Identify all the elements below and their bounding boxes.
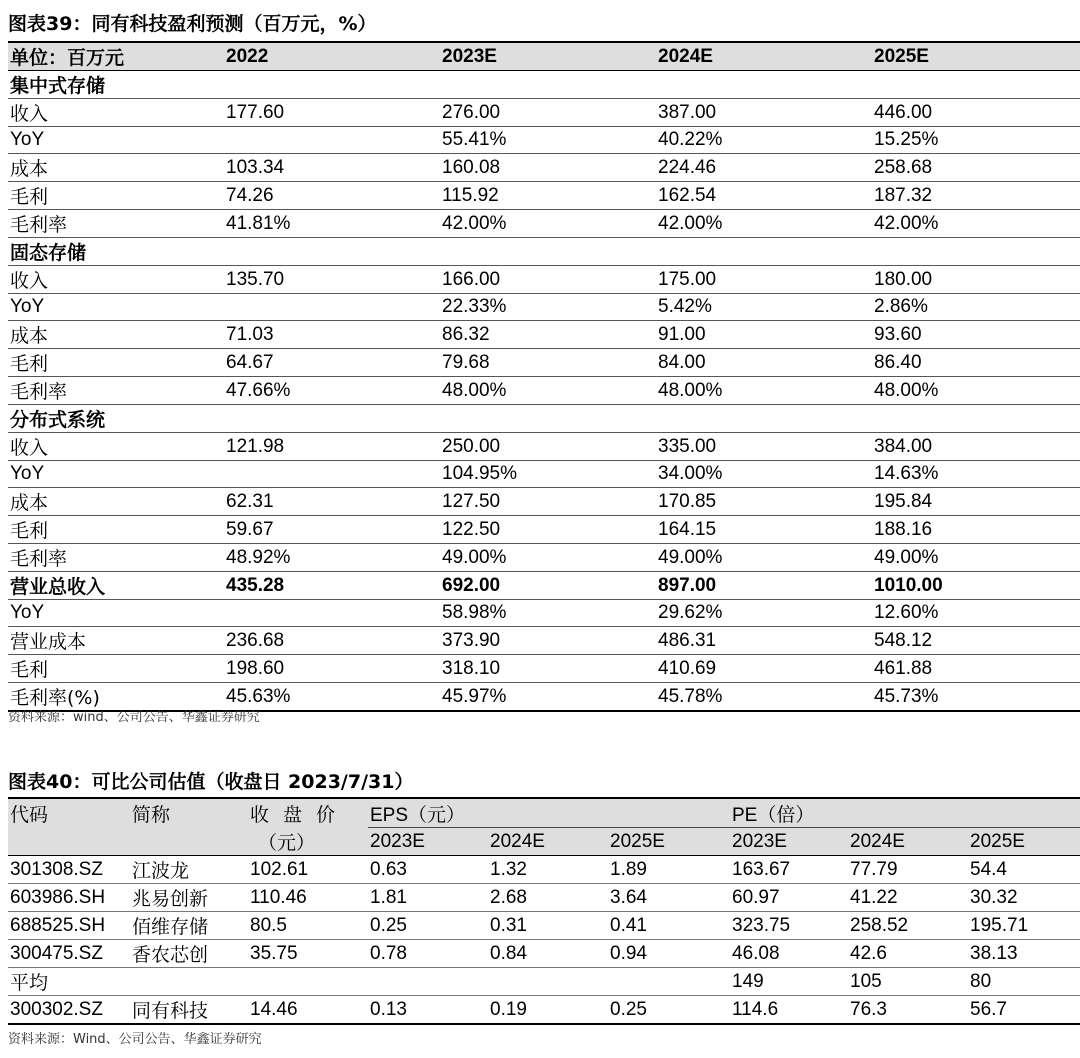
value-cell	[368, 968, 488, 996]
value-cell: 103.34	[224, 154, 440, 182]
row-label: 集中式存储	[8, 71, 224, 99]
table-row	[8, 600, 1080, 627]
row-label: 成本	[8, 488, 224, 516]
value-cell: 323.75	[730, 912, 848, 940]
value-cell	[656, 238, 872, 266]
table-row	[8, 349, 1080, 377]
table-row	[8, 99, 1080, 127]
value-cell: 177.60	[224, 99, 440, 127]
table-row	[8, 127, 1080, 154]
col-code-header-blank	[8, 828, 130, 856]
year-header: 2022	[224, 43, 440, 71]
value-cell: 55.41%	[440, 127, 656, 154]
row-label: 收入	[8, 433, 224, 461]
table-row	[8, 572, 1080, 600]
table2-source: 资料来源：Wind、公司公告、华鑫证券研究	[8, 1032, 262, 1047]
value-cell: 105	[848, 968, 968, 996]
value-cell: 163.67	[730, 856, 848, 884]
value-cell: 166.00	[440, 266, 656, 294]
table1-title: 图表39：同有科技盈利预测（百万元，%）	[8, 13, 377, 35]
value-cell: 14.46	[248, 996, 368, 1025]
value-cell: 86.40	[872, 349, 1080, 377]
value-cell: 149	[730, 968, 848, 996]
value-cell: 0.31	[488, 912, 608, 940]
value-cell: 64.67	[224, 349, 440, 377]
value-cell: 121.98	[224, 433, 440, 461]
value-cell: 2.86%	[872, 294, 1080, 321]
row-label: 毛利	[8, 655, 224, 683]
value-cell: 198.60	[224, 655, 440, 683]
value-cell: 77.79	[848, 856, 968, 884]
value-cell: 127.50	[440, 488, 656, 516]
table-row	[8, 940, 1080, 968]
table-row	[8, 516, 1080, 544]
value-cell: 48.00%	[872, 377, 1080, 405]
value-cell: 692.00	[440, 572, 656, 600]
col-eps-header: EPS（元）	[368, 799, 730, 828]
eps-year-2025: 2025E	[608, 828, 730, 856]
table-row	[8, 461, 1080, 488]
value-cell	[440, 238, 656, 266]
table-row	[8, 154, 1080, 182]
row-label: 毛利	[8, 349, 224, 377]
year-header: 2023E	[440, 43, 656, 71]
value-cell: 79.68	[440, 349, 656, 377]
row-label: 毛利	[8, 516, 224, 544]
col-code-header: 代码	[8, 799, 130, 828]
table-row	[8, 655, 1080, 683]
section-row	[8, 238, 1080, 266]
stock-name: 佰维存储	[130, 912, 248, 940]
value-cell: 76.3	[848, 996, 968, 1025]
table2-title: 图表40：可比公司估值（收盘日 2023/7/31）	[8, 771, 414, 793]
value-cell: 30.32	[968, 884, 1080, 912]
section-row	[8, 71, 1080, 99]
stock-name	[130, 968, 248, 996]
col-close-unit: （元）	[248, 828, 368, 856]
table-row	[8, 968, 1080, 996]
row-label: 毛利率	[8, 377, 224, 405]
value-cell: 175.00	[656, 266, 872, 294]
value-cell: 2.68	[488, 884, 608, 912]
value-cell	[872, 405, 1080, 433]
table1-source: 资料来源：wind、公司公告、华鑫证券研究	[8, 710, 260, 725]
value-cell: 84.00	[656, 349, 872, 377]
table-row	[8, 182, 1080, 210]
value-cell: 0.84	[488, 940, 608, 968]
value-cell: 0.41	[608, 912, 730, 940]
value-cell: 250.00	[440, 433, 656, 461]
stock-code: 603986.SH	[8, 884, 130, 912]
value-cell: 1010.00	[872, 572, 1080, 600]
row-label: 营业总收入	[8, 572, 224, 600]
table1-header-row	[8, 43, 1080, 71]
value-cell	[224, 71, 440, 99]
value-cell: 446.00	[872, 99, 1080, 127]
value-cell: 548.12	[872, 627, 1080, 655]
value-cell: 47.66%	[224, 377, 440, 405]
value-cell: 160.08	[440, 154, 656, 182]
value-cell	[608, 968, 730, 996]
value-cell	[440, 405, 656, 433]
valuation-header-row-2	[8, 828, 1080, 856]
stock-name: 同有科技	[130, 996, 248, 1025]
value-cell	[872, 238, 1080, 266]
value-cell	[656, 405, 872, 433]
value-cell	[872, 71, 1080, 99]
table-row	[8, 321, 1080, 349]
value-cell: 461.88	[872, 655, 1080, 683]
value-cell: 49.00%	[656, 544, 872, 572]
value-cell	[224, 461, 440, 488]
value-cell	[248, 968, 368, 996]
stock-name: 江波龙	[130, 856, 248, 884]
value-cell: 486.31	[656, 627, 872, 655]
value-cell: 49.00%	[872, 544, 1080, 572]
section-row	[8, 405, 1080, 433]
value-cell: 60.97	[730, 884, 848, 912]
eps-year-2024: 2024E	[488, 828, 608, 856]
value-cell: 258.52	[848, 912, 968, 940]
table-row	[8, 433, 1080, 461]
value-cell: 42.00%	[656, 210, 872, 238]
value-cell	[656, 71, 872, 99]
value-cell: 195.84	[872, 488, 1080, 516]
value-cell: 46.08	[730, 940, 848, 968]
value-cell: 114.6	[730, 996, 848, 1025]
value-cell: 1.32	[488, 856, 608, 884]
table-row	[8, 856, 1080, 884]
value-cell: 15.25%	[872, 127, 1080, 154]
value-cell: 0.94	[608, 940, 730, 968]
row-label: 毛利	[8, 182, 224, 210]
stock-code: 688525.SH	[8, 912, 130, 940]
table-row	[8, 627, 1080, 655]
row-label: 分布式系统	[8, 405, 224, 433]
value-cell: 1.89	[608, 856, 730, 884]
value-cell: 48.92%	[224, 544, 440, 572]
value-cell: 110.46	[248, 884, 368, 912]
row-label: 成本	[8, 321, 224, 349]
value-cell: 42.6	[848, 940, 968, 968]
value-cell: 3.64	[608, 884, 730, 912]
row-label: YoY	[8, 600, 224, 627]
table-row	[8, 377, 1080, 405]
value-cell	[224, 600, 440, 627]
value-cell: 49.00%	[440, 544, 656, 572]
value-cell: 86.32	[440, 321, 656, 349]
year-header: 2024E	[656, 43, 872, 71]
value-cell: 93.60	[872, 321, 1080, 349]
year-header: 2025E	[872, 43, 1080, 71]
value-cell: 384.00	[872, 433, 1080, 461]
value-cell: 335.00	[656, 433, 872, 461]
value-cell: 195.71	[968, 912, 1080, 940]
value-cell: 164.15	[656, 516, 872, 544]
value-cell: 29.62%	[656, 600, 872, 627]
value-cell	[224, 294, 440, 321]
stock-code: 平均	[8, 968, 130, 996]
value-cell: 12.60%	[872, 600, 1080, 627]
eps-year-2023: 2023E	[368, 828, 488, 856]
value-cell: 59.67	[224, 516, 440, 544]
table-row	[8, 294, 1080, 321]
row-label: 毛利率(%)	[8, 683, 224, 712]
table-row	[8, 996, 1080, 1025]
stock-name: 香农芯创	[130, 940, 248, 968]
value-cell: 42.00%	[440, 210, 656, 238]
value-cell: 180.00	[872, 266, 1080, 294]
col-pe-header: PE（倍）	[730, 799, 1080, 828]
value-cell: 410.69	[656, 655, 872, 683]
value-cell: 0.25	[368, 912, 488, 940]
valuation-table	[8, 799, 1080, 1025]
value-cell: 162.54	[656, 182, 872, 210]
table-row	[8, 544, 1080, 572]
row-label: 营业成本	[8, 627, 224, 655]
value-cell: 48.00%	[440, 377, 656, 405]
row-label: 收入	[8, 266, 224, 294]
value-cell: 5.42%	[656, 294, 872, 321]
value-cell: 104.95%	[440, 461, 656, 488]
value-cell: 102.61	[248, 856, 368, 884]
value-cell	[440, 71, 656, 99]
value-cell: 188.16	[872, 516, 1080, 544]
value-cell: 0.25	[608, 996, 730, 1025]
value-cell: 224.46	[656, 154, 872, 182]
value-cell: 258.68	[872, 154, 1080, 182]
row-label: 固态存储	[8, 238, 224, 266]
valuation-header-row-1	[8, 799, 1080, 828]
row-label: YoY	[8, 461, 224, 488]
value-cell: 122.50	[440, 516, 656, 544]
value-cell: 318.10	[440, 655, 656, 683]
value-cell: 276.00	[440, 99, 656, 127]
pe-year-2023: 2023E	[730, 828, 848, 856]
value-cell: 373.90	[440, 627, 656, 655]
value-cell: 0.13	[368, 996, 488, 1025]
value-cell: 135.70	[224, 266, 440, 294]
value-cell: 0.78	[368, 940, 488, 968]
value-cell: 187.32	[872, 182, 1080, 210]
value-cell	[224, 238, 440, 266]
value-cell: 1.81	[368, 884, 488, 912]
value-cell: 71.03	[224, 321, 440, 349]
value-cell	[224, 127, 440, 154]
value-cell: 45.63%	[224, 683, 440, 712]
col-name-header: 简称	[130, 799, 248, 828]
table-row	[8, 210, 1080, 238]
profit-forecast-table	[8, 43, 1080, 712]
value-cell: 435.28	[224, 572, 440, 600]
value-cell: 38.13	[968, 940, 1080, 968]
row-label: YoY	[8, 294, 224, 321]
table-row	[8, 912, 1080, 940]
table-row	[8, 884, 1080, 912]
unit-header: 单位：百万元	[8, 43, 224, 71]
value-cell: 897.00	[656, 572, 872, 600]
value-cell: 62.31	[224, 488, 440, 516]
value-cell: 56.7	[968, 996, 1080, 1025]
value-cell: 80	[968, 968, 1080, 996]
value-cell: 80.5	[248, 912, 368, 940]
value-cell	[488, 968, 608, 996]
value-cell: 40.22%	[656, 127, 872, 154]
value-cell: 41.22	[848, 884, 968, 912]
value-cell: 35.75	[248, 940, 368, 968]
stock-code: 300302.SZ	[8, 996, 130, 1025]
table-row	[8, 266, 1080, 294]
value-cell: 48.00%	[656, 377, 872, 405]
value-cell: 91.00	[656, 321, 872, 349]
pe-year-2024: 2024E	[848, 828, 968, 856]
value-cell	[224, 405, 440, 433]
value-cell: 41.81%	[224, 210, 440, 238]
value-cell: 74.26	[224, 182, 440, 210]
value-cell: 54.4	[968, 856, 1080, 884]
value-cell: 45.73%	[872, 683, 1080, 712]
row-label: YoY	[8, 127, 224, 154]
value-cell: 45.97%	[440, 683, 656, 712]
value-cell: 42.00%	[872, 210, 1080, 238]
value-cell: 236.68	[224, 627, 440, 655]
value-cell: 115.92	[440, 182, 656, 210]
value-cell: 14.63%	[872, 461, 1080, 488]
value-cell: 58.98%	[440, 600, 656, 627]
table-row	[8, 488, 1080, 516]
stock-code: 300475.SZ	[8, 940, 130, 968]
row-label: 成本	[8, 154, 224, 182]
value-cell: 0.63	[368, 856, 488, 884]
col-close-header: 收盘价	[248, 799, 368, 828]
row-label: 收入	[8, 99, 224, 127]
row-label: 毛利率	[8, 544, 224, 572]
row-label: 毛利率	[8, 210, 224, 238]
value-cell: 34.00%	[656, 461, 872, 488]
value-cell: 387.00	[656, 99, 872, 127]
value-cell: 170.85	[656, 488, 872, 516]
value-cell: 22.33%	[440, 294, 656, 321]
pe-year-2025: 2025E	[968, 828, 1080, 856]
value-cell: 45.78%	[656, 683, 872, 712]
stock-code: 301308.SZ	[8, 856, 130, 884]
col-name-header-blank	[130, 828, 248, 856]
value-cell: 0.19	[488, 996, 608, 1025]
stock-name: 兆易创新	[130, 884, 248, 912]
